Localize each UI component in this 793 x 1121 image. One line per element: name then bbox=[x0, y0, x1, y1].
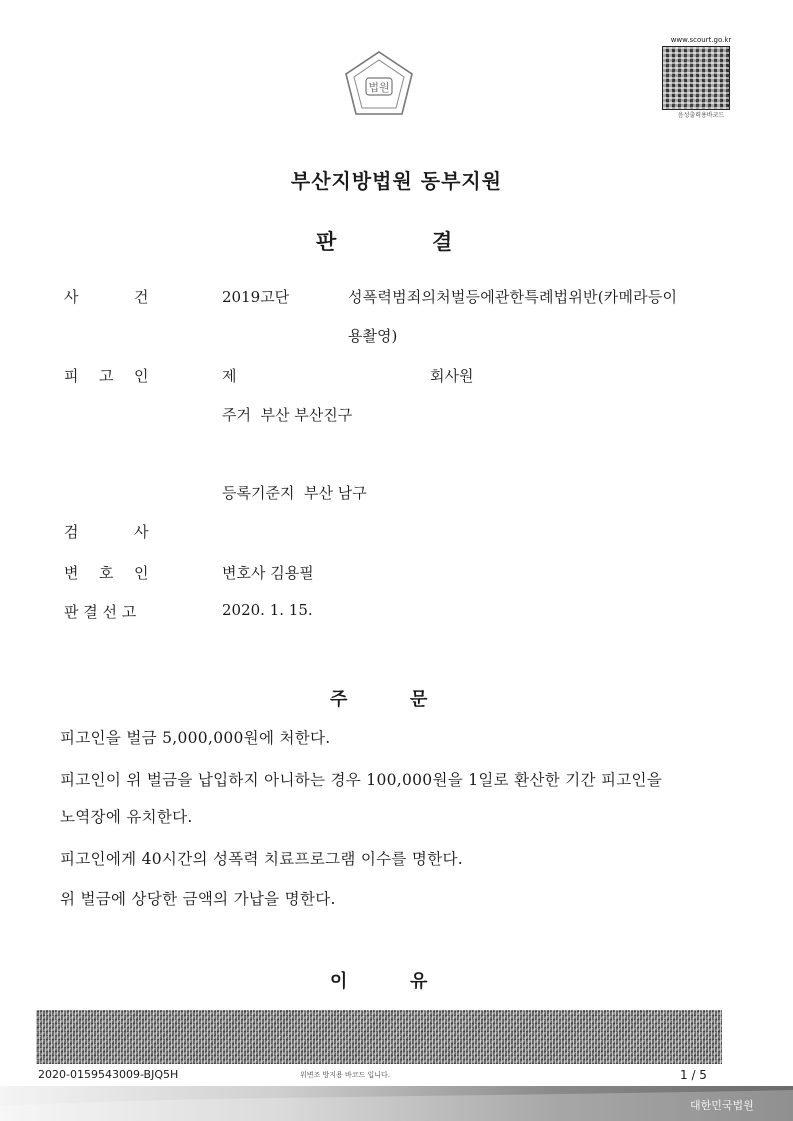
anti-forgery-barcode bbox=[36, 1010, 722, 1064]
issuer-label: 대한민국법원 bbox=[690, 1099, 754, 1112]
qr-url: www.scourt.go.kr bbox=[670, 36, 732, 44]
prosecutor-label-1: 검 bbox=[64, 523, 79, 541]
registered-address: 등록기준지 부산 남구 bbox=[222, 484, 367, 502]
seal-text: 법원 bbox=[368, 81, 390, 94]
order-line-3: 노역장에 유치한다. bbox=[60, 808, 193, 826]
case-label-1: 사 bbox=[64, 288, 79, 306]
footer-swoosh bbox=[0, 1086, 793, 1121]
document-id: 2020-0159543009-BJQ5H bbox=[38, 1068, 179, 1081]
lawyer-label-1: 변 bbox=[64, 564, 79, 582]
doc-title-left: 판 bbox=[316, 230, 337, 254]
defendant-label-2: 고 bbox=[99, 367, 114, 385]
court-name: 부산지방법원 동부지원 bbox=[290, 169, 503, 193]
doc-title-right: 결 bbox=[432, 230, 453, 254]
order-heading-right: 문 bbox=[410, 689, 428, 710]
court-seal-icon bbox=[340, 46, 418, 124]
order-line-2: 피고인이 위 벌금을 납입하지 아니하는 경우 100,000원을 1일로 환산한 기간 피고인을 bbox=[60, 771, 663, 789]
verdict-date: 2020. 1. 15. bbox=[222, 601, 313, 619]
case-number: 2019고단 bbox=[222, 288, 290, 306]
order-line-5: 위 벌금에 상당한 금액의 가납을 명한다. bbox=[60, 890, 336, 908]
page-number: 1 / 5 bbox=[680, 1068, 707, 1082]
lawyer-name: 변호사 김용필 bbox=[222, 564, 314, 582]
qr-code-icon bbox=[662, 46, 730, 110]
defendant-label-1: 피 bbox=[64, 367, 79, 385]
defendant-job: 회사원 bbox=[430, 367, 474, 385]
lawyer-label-3: 인 bbox=[134, 564, 149, 582]
verdict-date-label: 판 결 선 고 bbox=[64, 603, 137, 621]
case-label-2: 건 bbox=[134, 288, 149, 306]
order-heading-left: 주 bbox=[330, 689, 348, 710]
qr-caption: 음성출력용바코드 bbox=[677, 112, 725, 119]
order-line-4: 피고인에게 40시간의 성폭력 치료프로그램 이수를 명한다. bbox=[60, 850, 463, 868]
reason-heading-right: 유 bbox=[410, 971, 428, 992]
prosecutor-label-2: 사 bbox=[134, 523, 149, 541]
defendant-label-3: 인 bbox=[134, 367, 149, 385]
case-name-line2: 용촬영) bbox=[348, 327, 398, 345]
defendant-name: 제 bbox=[222, 367, 237, 385]
defendant-address: 주거 부산 부산진구 bbox=[222, 406, 353, 424]
case-name-line1: 성폭력범죄의처벌등에관한특례법위반(카메라등이 bbox=[348, 288, 678, 306]
lawyer-label-2: 호 bbox=[99, 564, 114, 582]
reason-heading-left: 이 bbox=[330, 971, 348, 992]
order-line-1: 피고인을 벌금 5,000,000원에 처한다. bbox=[60, 729, 331, 747]
forgery-note: 위변조 방지용 바코드 입니다. bbox=[300, 1071, 391, 1079]
